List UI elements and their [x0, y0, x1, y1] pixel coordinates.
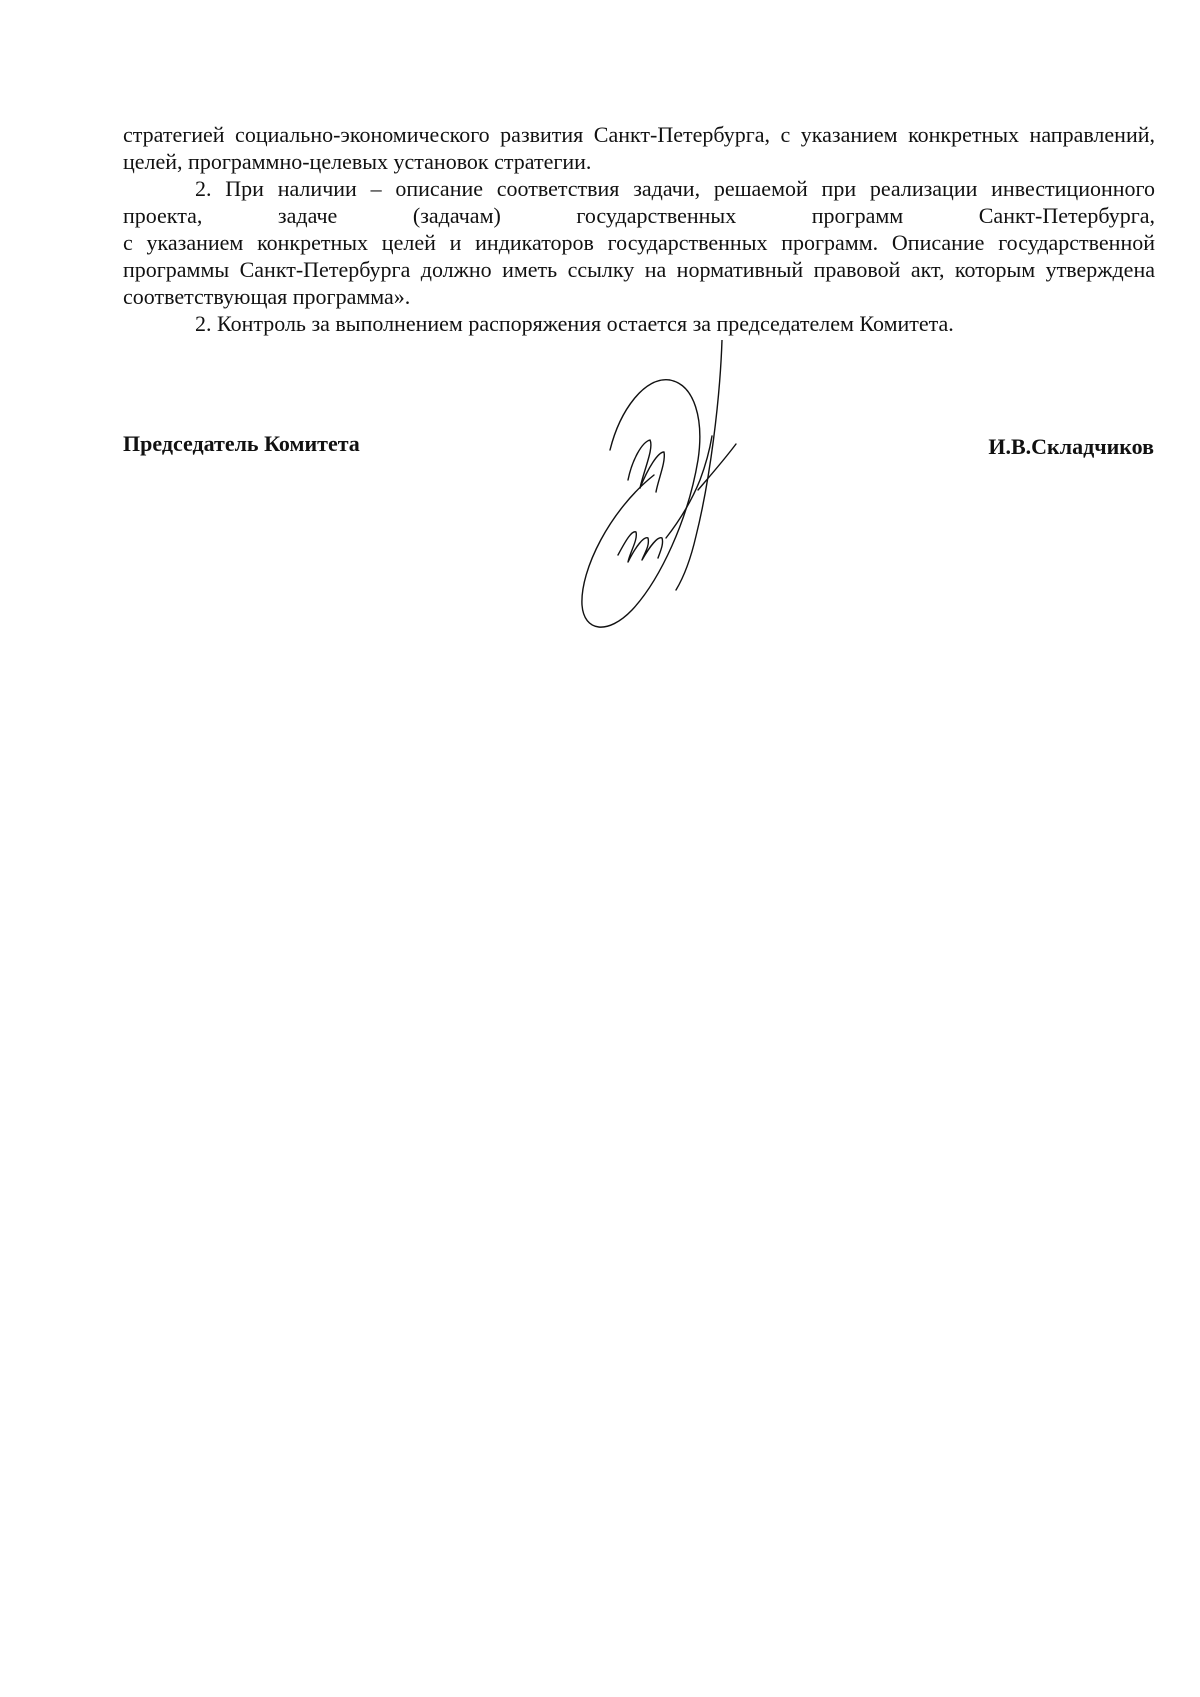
paragraph-control-clause: 2. Контроль за выполнением распоряжения остается за председателем Комитета. [195, 311, 954, 336]
handwritten-signature [570, 340, 820, 640]
signatory-name: И.В.Складчиков [988, 434, 1154, 459]
document-body [123, 121, 1155, 337]
signatory-position: Председатель Комитета [123, 431, 360, 456]
paragraph-item-2-continuation: с указанием конкретных целей и индикаторов государственных программ. Описание государственной программы Санкт-Петербурга должно иметь ссылку на нормативный правовой акт, которым утверждена соответствующая программа». [123, 230, 1155, 309]
paragraph-strategy-continuation: стратегией социально-экономического развития Санкт-Петербурга, с указанием конкретных направлений, целей, программно-целевых установок стратегии. [123, 122, 1155, 174]
paragraph-item-2-description: 2. При наличии – описание соответствия задачи, решаемой при реализации инвестиционного проекта, задаче (задачам) государственных программ Санкт-Петербурга, [123, 176, 1155, 228]
